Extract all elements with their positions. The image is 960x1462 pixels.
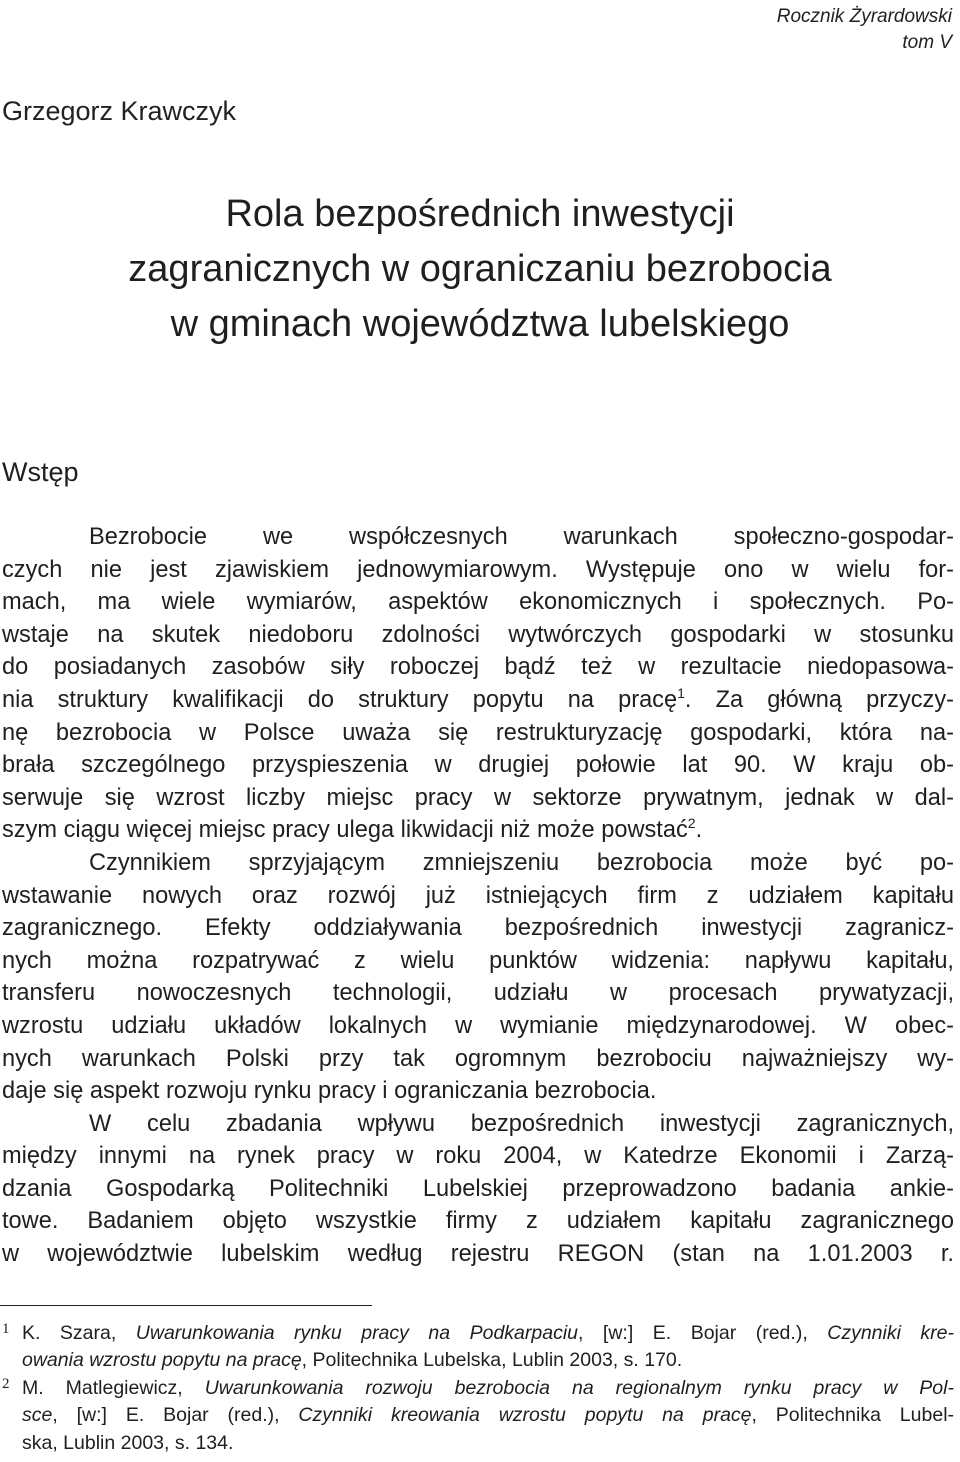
body-line-text: nia struktury kwalifikacji do struktury popytu na pracę [2,686,678,713]
footnote-divider [0,1305,372,1306]
running-head [777,4,952,56]
body-line: transferu nowoczesnych technologii, udziału w procesach prywatyzacji, [2,980,954,1007]
footnote-italic: Uwarunkowania rozwoju bezrobocia na regionalnym rynku pracy w Pol- [204,1376,954,1399]
footnote-italic: Uwarunkowania rynku pracy na Podkarpaciu [135,1322,579,1344]
footnote-text: ska, Lublin 2003, s. 134. [22,1431,234,1454]
body-line: nych warunkach Polski przy tak ogromnym bezrobociu najważniejszy wy- [2,1045,954,1072]
body-line: serwuje się wzrost liczby miejsc pracy w sektorze prywatnym, jednak w dal- [2,784,954,811]
article-title [0,187,960,352]
title-line: zagranicznych w ograniczaniu bezrobocia [128,248,832,290]
body-line: mach, ma wiele wymiarów, aspektów ekonomicznych i społecznych. Po- [2,589,954,616]
footnote-italic: sce [22,1404,53,1427]
period: . [695,817,703,844]
body-line-text: szym ciągu więcej miejsc pracy ulega likwidacji niż może powstać [2,817,688,844]
title-line: w gminach województwa lubelskiego [170,303,790,345]
footnote-line [22,1375,954,1402]
body-line: między innymi na rynek pracy w roku 2004, w Katedrze Ekonomii i Zarzą- [2,1143,954,1170]
footnote-text: M. Matlegiewicz, [22,1376,205,1399]
footnote-text: , [w:] E. Bojar (red.), [578,1322,828,1344]
footnote-number: 1 [2,1321,10,1337]
journal-name: Rocznik Żyrardowski [776,6,952,27]
body-line: do posiadanych zasobów siły roboczej bądź też w rezultacie niedopasowa- [2,654,954,681]
period: . [684,686,692,713]
section-heading: Wstęp [2,457,79,487]
body-line: towe. Badaniem objęto wszystkie firmy z udziałem kapitału zagranicznego [2,1208,954,1235]
footnote-line [22,1402,954,1429]
body-line: brała szczególnego przyspieszenia w drugiej połowie lat 90. W kraju ob- [2,752,954,779]
body-line-text: Za główną przyczy- [691,686,954,713]
footnote-italic: Czynniki kre- [827,1322,955,1344]
footnote-text: K. Szara, [22,1322,136,1344]
body-line: nę bezrobocia w Polsce uważa się restrukturyzację gospodarki, która na- [2,719,954,746]
body-line [2,684,954,717]
body-line: w województwie lubelskim według rejestru REGON (stan na 1.01.2003 r. [2,1241,954,1268]
journal-volume: tom V [902,32,952,53]
footnotes [0,1320,954,1457]
body-line [2,814,954,847]
footnote [0,1320,954,1375]
footnote-text: , Politechnika Lubel- [751,1404,955,1427]
body-line: dzania Gospodarką Politechniki Lubelskiej przeprowadzono badania ankie- [2,1175,954,1202]
body-text [2,521,954,1271]
footnote-line [22,1320,954,1347]
footnote-italic: owania wzrostu popytu na pracę [22,1349,302,1372]
body-line: wstawanie nowych oraz rozwój już istniejących firm z udziałem kapitału [2,882,954,909]
author-name: Grzegorz Krawczyk [2,96,237,126]
footnote-italic: Czynniki kreowania wzrostu popytu na pracę [298,1404,752,1427]
footnote-line [22,1430,954,1457]
body-line: wzrostu udziału układów lokalnych w wymianie międzynarodowej. W obec- [2,1012,954,1039]
body-line: Bezrobocie we współczesnych warunkach społeczno-gospodar- [89,524,954,550]
footnote-text: , [w:] E. Bojar (red.), [52,1404,299,1427]
body-line: Czynnikiem sprzyjającym zmniejszeniu bezrobocia może być po- [89,849,954,876]
title-line: Rola bezpośrednich inwestycji [225,193,735,235]
body-line: daje się aspekt rozwoju rynku pracy i ograniczania bezrobocia. [2,1078,657,1105]
body-line: nych można rozpatrywać z wielu punktów widzenia: napływu kapitału, [2,947,954,974]
footnote-line [22,1347,954,1374]
footnote-number: 2 [2,1375,10,1392]
body-line: czych nie jest zjawiskiem jednowymiarowym. Występuje ono w wielu for- [2,556,954,583]
footnote-ref: 2 [687,815,696,832]
footnote-ref: 1 [677,684,685,701]
body-line: zagranicznego. Efekty oddziaływania bezpośrednich inwestycji zagranicz- [2,915,954,942]
body-line: wstaje na skutek niedoboru zdolności wytwórczych gospodarki w stosunku [2,621,954,648]
body-line: W celu zbadania wpływu bezpośrednich inwestycji zagranicznych, [89,1110,954,1137]
footnote [0,1375,954,1457]
footnote-text: , Politechnika Lubelska, Lublin 2003, s. 170. [301,1349,683,1372]
